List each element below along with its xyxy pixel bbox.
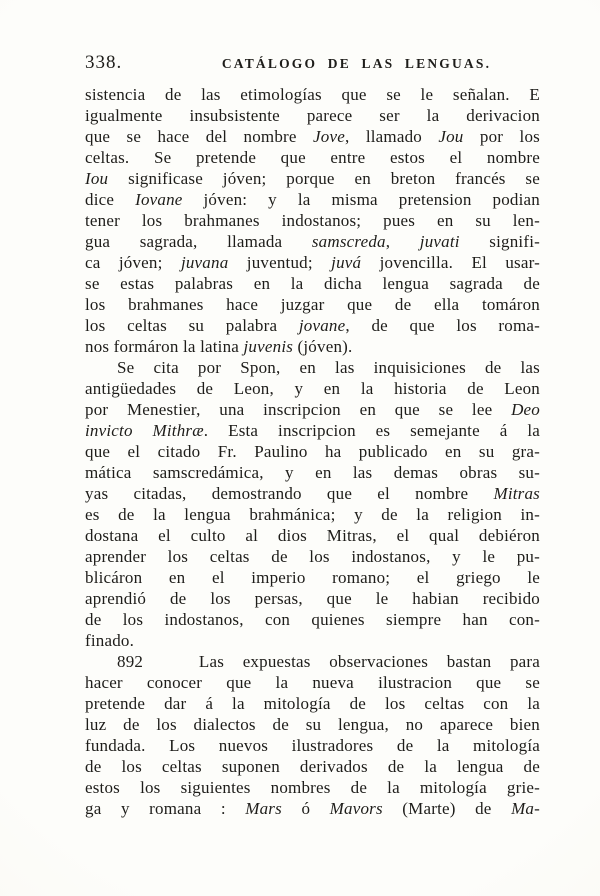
text-line: tener los brahmanes indostanos; pues en su len- [85,211,540,230]
text-line: ga y romana : Mars ó Mavors (Marte) de Ma- [85,799,540,818]
text-line: ca jóven; juvana juventud; juvá jovencilla. El usar- [85,253,540,272]
text-line: que se hace del nombre Jove, llamado Jou por los [85,127,540,146]
text-line: estos los siguientes nombres de la mitología grie- [85,778,540,797]
paragraph [85,84,540,357]
text-line: de los indostanos, con quienes siempre han con- [85,610,540,629]
text-line: igualmente insubsistente parece ser la derivacion [85,106,540,125]
text-line: Iou significase jóven; porque en breton francés se [85,169,540,188]
text-line: blicáron en el imperio romano; el griego le [85,568,540,587]
paragraph [85,651,540,819]
text-line: por Menestier, una inscripcion en que se lee Deo [85,400,540,419]
text-line: dostana el culto al dios Mitras, el qual debiéron [85,526,540,545]
text-line: finado. [85,631,135,650]
text-line: los brahmanes hace juzgar que de ella tomáron [85,295,540,314]
paragraph [85,357,540,651]
running-title: CATÁLOGO DE LAS LENGUAS. [221,56,492,71]
page-number: 338. [85,52,123,73]
text-line: hacer conocer que la nueva ilustracion que se [85,673,540,692]
text-line: sistencia de las etimologías que se le señalan. E [85,85,540,104]
text-line: fundada. Los nuevos ilustradores de la mitología [85,736,540,755]
text-line: se estas palabras en la dicha lengua sagrada de [85,274,540,293]
text-line: aprender los celtas de los indostanos, y le pu- [85,547,540,566]
text-line: dice Iovane jóven: y la misma pretension podian [85,190,540,209]
text-line: invicto Mithræ. Esta inscripcion es semejante á la [85,421,540,440]
text-line: 892 Las expuestas observaciones bastan para [117,652,540,671]
text-line: los celtas su palabra jovane, de que los roma- [85,316,540,335]
text-line: es de la lengua brahmánica; y de la religion in- [85,505,540,524]
text-line: que el citado Fr. Paulino ha publicado en su gra- [85,442,540,461]
text-line: nos formáron la latina juvenis (jóven). [85,337,353,356]
text-line: antigüedades de Leon, y en la historia de Leon [85,379,540,398]
text-block [85,84,540,819]
text-line: luz de los dialectos de su lengua, no aparece bien [85,715,540,734]
text-line: de los celtas suponen derivados de la lengua de [85,757,540,776]
text-line: Se cita por Spon, en las inquisiciones de las [117,358,540,377]
text-line: gua sagrada, llamada samscreda, juvati signifi- [85,232,540,251]
text-line: aprendió de los persas, que le habian recibido [85,589,540,608]
text-line: celtas. Se pretende que entre estos el nombre [85,148,540,167]
page-header [85,52,540,74]
text-line: pretende dar á la mitología de los celtas con la [85,694,540,713]
text-line: mática samscredámica, y en las demas obras su- [85,463,540,482]
text-line: yas citadas, demostrando que el nombre Mitras [85,484,540,503]
